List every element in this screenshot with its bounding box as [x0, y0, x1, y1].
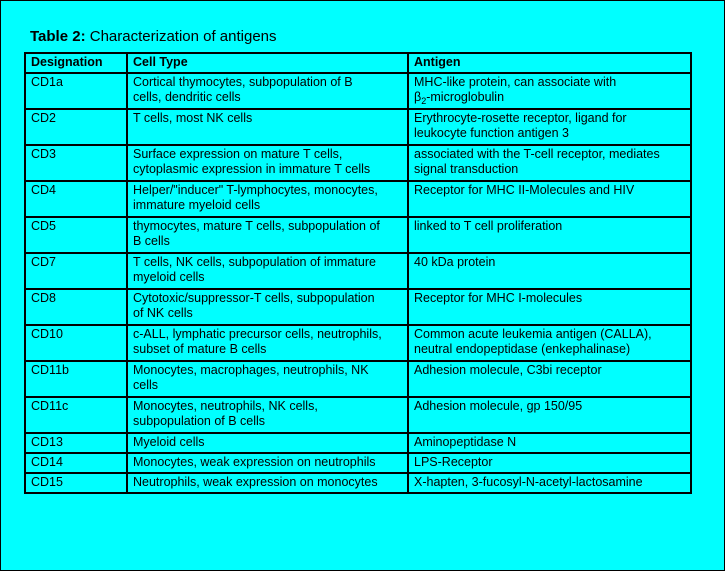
- table-row: [25, 145, 691, 181]
- header-cell-type: Cell Type: [127, 53, 408, 73]
- header-antigen: Antigen: [408, 53, 691, 73]
- antigen-table: [24, 52, 692, 494]
- antigen-line: Receptor for MHC I-molecules: [414, 291, 583, 305]
- cell-type-line: T cells, most NK cells: [133, 111, 253, 125]
- antigen-line: Erythrocyte-rosette receptor, ligand for: [414, 111, 627, 125]
- cell-type-line: immature myeloid cells: [133, 198, 261, 212]
- antigen-line: associated with the T-cell receptor, mediates: [414, 147, 660, 161]
- antigen-line: Receptor for MHC II-Molecules and HIV: [414, 183, 635, 197]
- table-row: [25, 73, 691, 109]
- designation-cell: CD14: [25, 453, 127, 473]
- cell-type-cell: [127, 109, 408, 145]
- cell-type-line: Surface expression on mature T cells,: [133, 147, 343, 161]
- antigen-line: Aminopeptidase N: [414, 435, 517, 449]
- cell-type-cell: [127, 73, 408, 109]
- antigen-cell: [408, 109, 691, 145]
- cell-type-line: thymocytes, mature T cells, subpopulation of: [133, 219, 380, 233]
- cell-type-line: cells, dendritic cells: [133, 90, 241, 104]
- antigen-line: Adhesion molecule, gp 150/95: [414, 399, 583, 413]
- table-caption: [30, 28, 277, 46]
- table-row: [25, 289, 691, 325]
- designation-cell: CD5: [25, 217, 127, 253]
- designation-cell: CD3: [25, 145, 127, 181]
- designation-cell: CD2: [25, 109, 127, 145]
- antigen-line: X-hapten, 3-fucosyl-N-acetyl-lactosamine: [414, 475, 643, 489]
- table-row: [25, 181, 691, 217]
- antigen-cell: [408, 217, 691, 253]
- designation-cell: CD13: [25, 433, 127, 453]
- table-row: [25, 325, 691, 361]
- beta-symbol: β: [414, 90, 422, 104]
- cell-type-line: T cells, NK cells, subpopulation of immature: [133, 255, 376, 269]
- cell-type-line: of NK cells: [133, 306, 193, 320]
- antigen-line: signal transduction: [414, 162, 519, 176]
- table-row: [25, 253, 691, 289]
- cell-type-cell: [127, 145, 408, 181]
- cell-type-cell: [127, 289, 408, 325]
- cell-type-cell: [127, 325, 408, 361]
- designation-cell: CD11b: [25, 361, 127, 397]
- antigen-cell: [408, 453, 691, 473]
- antigen-line: Common acute leukemia antigen (CALLA),: [414, 327, 652, 341]
- cell-type-line: Helper/"inducer" T-lymphocytes, monocytes,: [133, 183, 378, 197]
- antigen-cell: [408, 325, 691, 361]
- cell-type-line: Myeloid cells: [133, 435, 205, 449]
- cell-type-cell: [127, 217, 408, 253]
- cell-type-cell: [127, 397, 408, 433]
- table-row: [25, 473, 691, 493]
- cell-type-line: Monocytes, neutrophils, NK cells,: [133, 399, 318, 413]
- header-designation: Designation: [25, 53, 127, 73]
- table-row: [25, 397, 691, 433]
- antigen-cell: [408, 433, 691, 453]
- cell-type-line: myeloid cells: [133, 270, 205, 284]
- antigen-cell: [408, 145, 691, 181]
- antigen-cell: [408, 253, 691, 289]
- cell-type-cell: [127, 361, 408, 397]
- antigen-cell: [408, 289, 691, 325]
- table-row: [25, 453, 691, 473]
- antigen-line: linked to T cell proliferation: [414, 219, 563, 233]
- antigen-cell: [408, 473, 691, 493]
- cell-type-line: cells: [133, 378, 159, 392]
- antigen-line: 40 kDa protein: [414, 255, 496, 269]
- cell-type-line: subpopulation of B cells: [133, 414, 266, 428]
- cell-type-cell: [127, 453, 408, 473]
- table-row: [25, 433, 691, 453]
- antigen-line: LPS-Receptor: [414, 455, 493, 469]
- cell-type-line: Cytotoxic/suppressor-T cells, subpopulation: [133, 291, 375, 305]
- designation-cell: CD10: [25, 325, 127, 361]
- designation-cell: CD15: [25, 473, 127, 493]
- cell-type-cell: [127, 181, 408, 217]
- cell-type-cell: [127, 253, 408, 289]
- antigen-line: neutral endopeptidase (enkephalinase): [414, 342, 631, 356]
- cell-type-cell: [127, 473, 408, 493]
- cell-type-line: Cortical thymocytes, subpopulation of B: [133, 75, 353, 89]
- antigen-cell: [408, 361, 691, 397]
- designation-cell: CD8: [25, 289, 127, 325]
- cell-type-line: c-ALL, lymphatic precursor cells, neutrophils,: [133, 327, 382, 341]
- caption-label: Table 2:: [30, 28, 86, 45]
- antigen-cell: [408, 181, 691, 217]
- designation-cell: CD1a: [25, 73, 127, 109]
- antigen-suffix: -microglobulin: [426, 90, 505, 104]
- antigen-line: MHC-like protein, can associate with: [414, 75, 617, 89]
- antigen-line: leukocyte function antigen 3: [414, 126, 569, 140]
- table-row: [25, 109, 691, 145]
- cell-type-line: subset of mature B cells: [133, 342, 267, 356]
- cell-type-line: Neutrophils, weak expression on monocytes: [133, 475, 378, 489]
- designation-cell: CD4: [25, 181, 127, 217]
- table-row: [25, 361, 691, 397]
- designation-cell: CD11c: [25, 397, 127, 433]
- table-body: [25, 73, 691, 493]
- cell-type-line: B cells: [133, 234, 170, 248]
- designation-cell: CD7: [25, 253, 127, 289]
- table-row: [25, 217, 691, 253]
- antigen-line: Adhesion molecule, C3bi receptor: [414, 363, 602, 377]
- subscript-two: 2: [421, 96, 427, 106]
- caption-text: Characterization of antigens: [85, 28, 277, 45]
- cell-type-line: cytoplasmic expression in immature T cells: [133, 162, 371, 176]
- cell-type-line: Monocytes, weak expression on neutrophils: [133, 455, 376, 469]
- cell-type-line: Monocytes, macrophages, neutrophils, NK: [133, 363, 369, 377]
- antigen-cell: [408, 73, 691, 109]
- header-row: [25, 53, 691, 73]
- antigen-line: [414, 90, 685, 105]
- antigen-cell: [408, 397, 691, 433]
- cell-type-cell: [127, 433, 408, 453]
